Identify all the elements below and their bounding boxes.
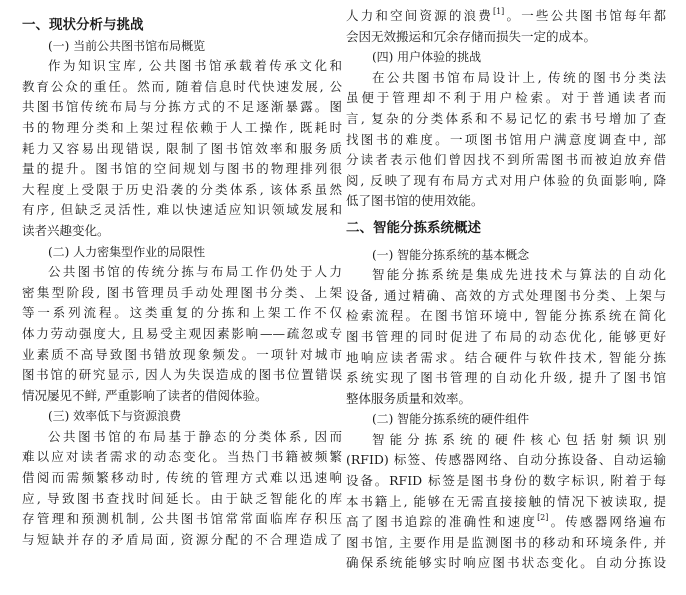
text-line: 言, 复杂的分类体系和不易记忆的索书号增加了查 xyxy=(346,110,666,126)
subsection-title: (一) 智能分拣系统的基本概念 xyxy=(372,247,530,262)
text-line: 教育公众的重任。然而, 随着信息时代快速发展, 公 xyxy=(22,78,342,94)
text-segment: 高了图书追踪的准确性和速度 xyxy=(346,514,538,530)
text-line: 地响应读者需求。结合硬件与软件技术, 智能分拣 xyxy=(346,349,666,365)
subsection-title: (一) 当前公共图书馆布局概览 xyxy=(48,38,206,53)
citation-ref: [2] xyxy=(537,513,549,523)
text-line: 设备。RFID 标签是图书身份的数字标识, 附着于每 xyxy=(346,473,666,489)
text-line: 与短缺并存的矛盾局面, 资源分配的不合理造成了 xyxy=(22,531,342,547)
section-heading: 一、现状分析与挑战 xyxy=(22,17,144,33)
text-line: 借阅而需频繁移动时, 传统的管理方式难以迅速响 xyxy=(22,470,342,486)
text-line: 虽便于管理却不利于用户检索。对于普通读者而 xyxy=(346,90,666,106)
text-line: 图书管理的同时促进了布局的动态优化, 能够更好 xyxy=(346,328,666,344)
text-line: 有序, 但缺乏灵活性, 难以快速适应知识领域发展和 xyxy=(22,202,342,218)
text-line: 低了图书馆的使用效能。 xyxy=(346,193,484,209)
text-line: 设备, 通过精确、高效的方式处理图书分类、上架与 xyxy=(346,287,666,303)
text-line: 大程度上受限于历史沿袭的分类体系, 该体系虽然 xyxy=(22,181,342,197)
text-line: 共图书馆传统布局与分拣方式的不足逐渐暴露。图 xyxy=(22,99,342,115)
text-line: 智能分拣系统是集成先进技术与算法的自动化 xyxy=(372,267,666,283)
text-line: 图书馆, 主要作用是监测图书的移动和环境条件, 并 xyxy=(346,534,666,550)
text-line: 整体服务质量和效率。 xyxy=(346,390,472,406)
text-line: 耗力又容易出现错误, 限制了图书馆效率和服务质 xyxy=(22,140,342,156)
text-line: 业素质不高导致图书错放现象频发。一项针对城市 xyxy=(22,346,342,362)
text-line: 本书籍上, 能够在无需直接接触的情况下被读取, 提 xyxy=(346,493,666,509)
text-segment: 。一些公共图书馆每年都 xyxy=(504,8,666,23)
text-line: 图书馆的研究显示, 因人为失误造成的图书位置错误 xyxy=(22,367,342,383)
text-line: 在公共图书馆布局设计上, 传统的图书分类法 xyxy=(372,69,666,85)
section-heading: 二、智能分拣系统概述 xyxy=(346,219,481,236)
text-line: 公共图书馆的传统分拣与布局工作仍处于人力 xyxy=(48,264,342,280)
text-line: 确保系统能够实时响应图书状态变化。自动分拣设 xyxy=(346,555,666,571)
text-line: 书的物理分类和上架过程依赖于人工操作, 既耗时 xyxy=(22,119,342,135)
text-line: 找图书的难度。一项图书馆用户满意度调查中, 部 xyxy=(346,131,666,147)
text-line xyxy=(346,6,666,27)
text-line: (RFID) 标签、传感器网络、自动分拣设备、自动运输 xyxy=(346,452,666,468)
right-column xyxy=(346,0,666,574)
text-line: 密集型阶段, 图书管理员手动处理图书分类、上架 xyxy=(22,284,342,300)
text-line: 会因无效搬运和冗余存储而损失一定的成本。 xyxy=(346,28,597,44)
text-line: 应, 导致图书查找时间延长。由于缺乏智能化的库 xyxy=(22,490,342,506)
text-segment: 。传感器网络遍布 xyxy=(548,514,666,530)
text-line xyxy=(346,512,666,533)
text-line: 智能分拣系统的硬件核心包括射频识别 xyxy=(372,431,666,447)
text-line: 分读者表示他们曾因找不到所需图书而被迫放弃借 xyxy=(346,152,666,168)
text-line: 阅, 反映了现有布局方式对用户体验的负面影响, 降 xyxy=(346,172,666,188)
left-column xyxy=(22,0,342,550)
subsection-title: (四) 用户体验的挑战 xyxy=(372,50,482,65)
citation-ref: [1] xyxy=(492,7,505,16)
text-line: 检索流程。在图书馆环境中, 智能分拣系统在简化 xyxy=(346,308,666,324)
text-line: 体力劳动强度大, 且易受主观因素影响——疏忽或专 xyxy=(22,325,342,341)
text-segment: 人力和空间资源的浪费 xyxy=(346,8,493,23)
text-line: 作为知识宝库, 公共图书馆承载着传承文化和 xyxy=(48,58,342,74)
text-line: 难以应对读者需求的动态变化。当热门书籍被频繁 xyxy=(22,449,342,465)
subsection-title: (二) 智能分拣系统的硬件组件 xyxy=(372,412,530,427)
text-line: 量的提升。图书馆的空间规划与图书的物理排列很 xyxy=(22,161,342,177)
text-line: 情况屡见不鲜, 严重影响了读者的借阅体验。 xyxy=(22,387,268,403)
subsection-title: (三) 效率低下与资源浪费 xyxy=(48,409,182,424)
text-line: 存管理和预测机制, 公共图书馆常常面临库存积压 xyxy=(22,511,342,527)
subsection-title: (二) 人力密集型作业的局限性 xyxy=(48,244,206,259)
text-line: 读者兴趣变化。 xyxy=(22,222,110,238)
text-line: 系统实现了图书管理的自动化升级, 提升了图书馆 xyxy=(346,370,666,386)
text-line: 等一系列流程。这类重复的分拣和上架工作不仅 xyxy=(22,305,342,321)
text-line: 公共图书馆的布局基于静态的分类体系, 因而 xyxy=(48,428,342,444)
